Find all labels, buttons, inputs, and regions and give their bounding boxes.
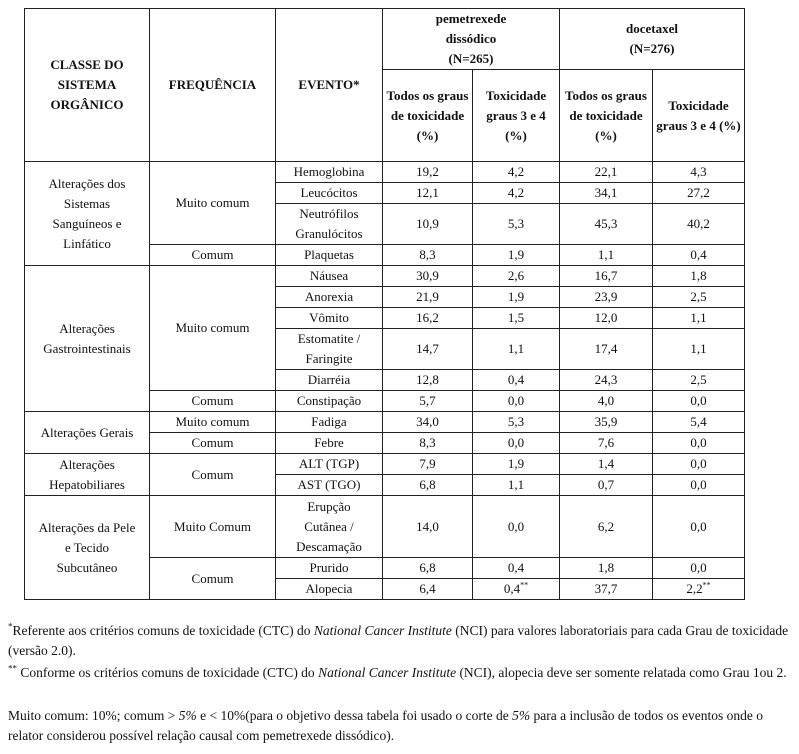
value-text: 40,2: [687, 216, 710, 231]
event-cell: Fadiga: [276, 412, 383, 433]
value-text: 16,2: [416, 310, 439, 325]
value-cell: [383, 475, 473, 496]
value-cell: [383, 370, 473, 391]
frequency-cell: Muito comum: [150, 412, 276, 433]
value-text: 30,9: [416, 268, 439, 283]
value-cell: [473, 308, 560, 329]
value-text: 0,4: [690, 247, 707, 262]
value-text: 5,7: [419, 393, 436, 408]
value-cell: [473, 558, 560, 579]
value-text: 2,5: [690, 289, 707, 304]
value-text: 1,4: [597, 456, 615, 471]
value-text: 1,1: [507, 341, 525, 356]
value-cell: [473, 370, 560, 391]
value-text: 7,6: [597, 435, 615, 450]
footnote-3-text-a: Muito comum: 10%; comum >: [8, 708, 179, 723]
footnote-2-mark: **: [8, 663, 17, 674]
value-cell: [383, 329, 473, 370]
value-text: 0,0: [690, 456, 707, 471]
value-cell: [473, 204, 560, 245]
value-cell: [653, 287, 745, 308]
value-text: 8,3: [419, 435, 436, 450]
footnote-2: [8, 663, 792, 683]
header-drug-docetaxel: docetaxel (N=276): [560, 9, 745, 70]
header-drug-pemetrexede: pemetrexede dissódico (N=265): [383, 9, 560, 70]
value-cell: [560, 245, 653, 266]
value-text: 4,3: [690, 164, 707, 179]
value-text: 2,6: [507, 268, 525, 283]
value-cell: [473, 287, 560, 308]
value-cell: [383, 454, 473, 475]
value-text: 4,2: [507, 185, 525, 200]
value-cell: [560, 329, 653, 370]
event-cell: Erupção Cutânea / Descamação: [276, 496, 383, 558]
value-cell: [473, 454, 560, 475]
value-cell: [653, 204, 745, 245]
event-cell: Neutrófilos Granulócitos: [276, 204, 383, 245]
value-text: 35,9: [594, 414, 618, 429]
header-frequency: FREQUÊNCIA: [150, 9, 276, 162]
footnote-3-text-c: para a inclusão de todos os eventos onde o relator considerou possível relação causal com pemetrexede dissódico).: [8, 708, 763, 743]
table-row: [25, 496, 745, 558]
value-text: 8,3: [419, 247, 436, 262]
value-cell: [653, 329, 745, 370]
value-text: 1,1: [690, 341, 707, 356]
value-text: 1,5: [507, 310, 525, 325]
frequency-cell: Comum: [150, 245, 276, 266]
table-row: [25, 454, 745, 475]
value-cell: [560, 287, 653, 308]
footnote-1-text-a: Referente aos critérios comuns de toxicidade (CTC) do: [12, 623, 314, 638]
value-text: 5,3: [507, 216, 525, 231]
value-cell: [383, 245, 473, 266]
value-cell: [653, 412, 745, 433]
event-cell: Constipação: [276, 391, 383, 412]
value-cell: [383, 579, 473, 600]
system-class-cell: Alterações Gerais: [25, 412, 150, 454]
value-text: 0,0: [690, 393, 707, 408]
value-cell: [653, 558, 745, 579]
table-body: [25, 162, 745, 600]
value-text: 1,9: [507, 456, 525, 471]
value-text: 0,7: [597, 477, 615, 492]
value-text: 0,0: [690, 435, 707, 450]
value-text: 45,3: [594, 216, 618, 231]
value-cell: [383, 496, 473, 558]
header-grade34-1: Toxicidade graus 3 e 4 (%): [473, 70, 560, 162]
system-class-cell: Alterações dos Sistemas Sanguíneos e Linfático: [25, 162, 150, 266]
value-cell: [653, 454, 745, 475]
value-text: 16,7: [594, 268, 618, 283]
frequency-cell: Muito comum: [150, 162, 276, 245]
value-cell: [383, 391, 473, 412]
value-text: 0,0: [690, 560, 707, 575]
event-cell: Vômito: [276, 308, 383, 329]
event-cell: Anorexia: [276, 287, 383, 308]
value-text: 1,1: [507, 477, 525, 492]
header-all-grades-2: Todos os graus de toxicidade (%): [560, 70, 653, 162]
footnote-2-italic: National Cancer Institute: [318, 665, 457, 680]
value-cell: [560, 475, 653, 496]
value-text: 34,1: [594, 185, 618, 200]
value-cell: [473, 475, 560, 496]
value-cell: [473, 162, 560, 183]
value-text: 0,0: [507, 518, 525, 534]
footnote-1-italic: National Cancer Institute: [313, 623, 452, 638]
value-text: 22,1: [594, 164, 618, 179]
value-text: 23,9: [594, 289, 618, 304]
value-cell: [653, 370, 745, 391]
frequency-cell: Comum: [150, 391, 276, 412]
footnote-1: [8, 621, 792, 661]
frequency-cell: Muito Comum: [150, 496, 276, 558]
value-cell: [653, 266, 745, 287]
header-grade34-2: Toxicidade graus 3 e 4 (%): [653, 70, 745, 162]
value-cell: [653, 245, 745, 266]
event-cell: Febre: [276, 433, 383, 454]
value-cell: [653, 391, 745, 412]
value-text: 1,8: [597, 560, 615, 575]
value-cell: [560, 496, 653, 558]
value-cell: [473, 266, 560, 287]
system-class-cell: Alterações da Pele e Tecido Subcutâneo: [25, 496, 150, 600]
value-cell: [383, 204, 473, 245]
value-text: 37,7: [594, 581, 618, 596]
value-cell: [560, 204, 653, 245]
event-cell: Leucócitos: [276, 183, 383, 204]
value-cell: [383, 558, 473, 579]
footnote-1-mark: *: [8, 621, 13, 632]
value-text: 1,9: [507, 289, 525, 304]
value-text: 12,1: [416, 185, 439, 200]
value-text: 12,8: [416, 372, 439, 387]
footnote-3: [8, 706, 792, 746]
value-cell: [560, 454, 653, 475]
table-row: [25, 266, 745, 287]
value-text: 0,4: [507, 372, 525, 387]
value-text: 14,7: [416, 341, 439, 356]
value-text: 2,2: [686, 581, 703, 596]
value-text: 0,0: [507, 435, 525, 450]
value-cell: [383, 287, 473, 308]
value-text: 17,4: [594, 341, 618, 356]
value-text: 7,9: [419, 456, 436, 471]
footnote-3-italic-2: 5%: [512, 708, 531, 723]
value-cell: [560, 183, 653, 204]
value-cell: [473, 496, 560, 558]
event-cell: AST (TGO): [276, 475, 383, 496]
event-cell: Plaquetas: [276, 245, 383, 266]
value-text: 0,0: [690, 518, 707, 534]
value-cell: [653, 308, 745, 329]
value-text: 10,9: [416, 216, 439, 231]
value-cell: [383, 162, 473, 183]
value-cell: [560, 579, 653, 600]
footnote-3-text-b: e < 10%(para o objetivo dessa tabela foi usado o corte de: [196, 708, 513, 723]
value-text: 2,5: [690, 372, 707, 387]
value-text: 1,1: [597, 247, 615, 262]
value-cell: [560, 558, 653, 579]
value-text: 1,9: [507, 247, 525, 262]
footnote-3-italic-1: 5%: [178, 708, 197, 723]
value-cell: [383, 308, 473, 329]
value-text: 0,4: [507, 560, 525, 575]
value-cell: [653, 433, 745, 454]
value-cell: [473, 329, 560, 370]
frequency-cell: Comum: [150, 454, 276, 496]
value-cell: [560, 370, 653, 391]
header-class: CLASSE DO SISTEMA ORGÂNICO: [25, 9, 150, 162]
toxicity-table: [24, 8, 745, 600]
value-cell: [473, 412, 560, 433]
footnote-2-text-b: (NCI), alopecia deve ser somente relatada como Grau 1ou 2.: [456, 665, 787, 680]
value-text: 24,3: [594, 372, 618, 387]
value-footnote-mark: **: [520, 580, 529, 590]
header-all-grades-1: Todos os graus de toxicidade (%): [383, 70, 473, 162]
value-cell: [653, 183, 745, 204]
value-cell: [560, 391, 653, 412]
system-class-cell: Alterações Gastrointestinais: [25, 266, 150, 412]
value-cell: [653, 579, 745, 600]
value-cell: [383, 183, 473, 204]
event-cell: Alopecia: [276, 579, 383, 600]
value-text: 1,8: [690, 268, 707, 283]
value-text: 0,0: [690, 477, 707, 492]
value-cell: [653, 475, 745, 496]
value-cell: [383, 266, 473, 287]
footnote-2-text-a: Conforme os critérios comuns de toxicidade (CTC) do: [17, 665, 319, 680]
value-text: 0,4: [503, 581, 521, 596]
value-text: 4,0: [597, 393, 615, 408]
event-cell: Prurido: [276, 558, 383, 579]
value-text: 21,9: [416, 289, 439, 304]
value-text: 12,0: [594, 310, 618, 325]
frequency-cell: Comum: [150, 433, 276, 454]
table-row: [25, 412, 745, 433]
value-footnote-mark: **: [702, 580, 711, 590]
event-cell: Diarréia: [276, 370, 383, 391]
value-text: 14,0: [416, 518, 439, 534]
frequency-cell: Muito comum: [150, 266, 276, 391]
value-text: 6,8: [419, 477, 436, 492]
value-cell: [653, 162, 745, 183]
value-text: 27,2: [687, 185, 710, 200]
value-text: 34,0: [416, 414, 439, 429]
header-event: EVENTO*: [276, 9, 383, 162]
system-class-cell: Alterações Hepatobiliares: [25, 454, 150, 496]
value-cell: [560, 308, 653, 329]
value-cell: [653, 496, 745, 558]
value-cell: [560, 162, 653, 183]
value-text: 5,4: [690, 414, 707, 429]
value-cell: [383, 412, 473, 433]
event-cell: Estomatite / Faringite: [276, 329, 383, 370]
footnote-1-text-b: (NCI) para valores laboratoriais para cada Grau de toxicidade (versão 2.0).: [8, 623, 789, 658]
value-cell: [383, 433, 473, 454]
value-text: 4,2: [507, 164, 525, 179]
value-text: 6,4: [419, 581, 436, 596]
value-cell: [473, 245, 560, 266]
value-cell: [473, 433, 560, 454]
frequency-cell: Comum: [150, 558, 276, 600]
value-cell: [473, 391, 560, 412]
value-cell: [473, 183, 560, 204]
value-text: 1,1: [690, 310, 707, 325]
value-cell: [560, 433, 653, 454]
value-text: 19,2: [416, 164, 439, 179]
value-text: 6,2: [597, 518, 615, 534]
event-cell: Hemoglobina: [276, 162, 383, 183]
value-cell: [560, 266, 653, 287]
event-cell: Náusea: [276, 266, 383, 287]
event-cell: ALT (TGP): [276, 454, 383, 475]
table-row: [25, 162, 745, 183]
value-text: 5,3: [507, 414, 525, 429]
value-cell: [473, 579, 560, 600]
value-cell: [560, 412, 653, 433]
value-text: 6,8: [419, 560, 436, 575]
value-text: 0,0: [507, 393, 525, 408]
